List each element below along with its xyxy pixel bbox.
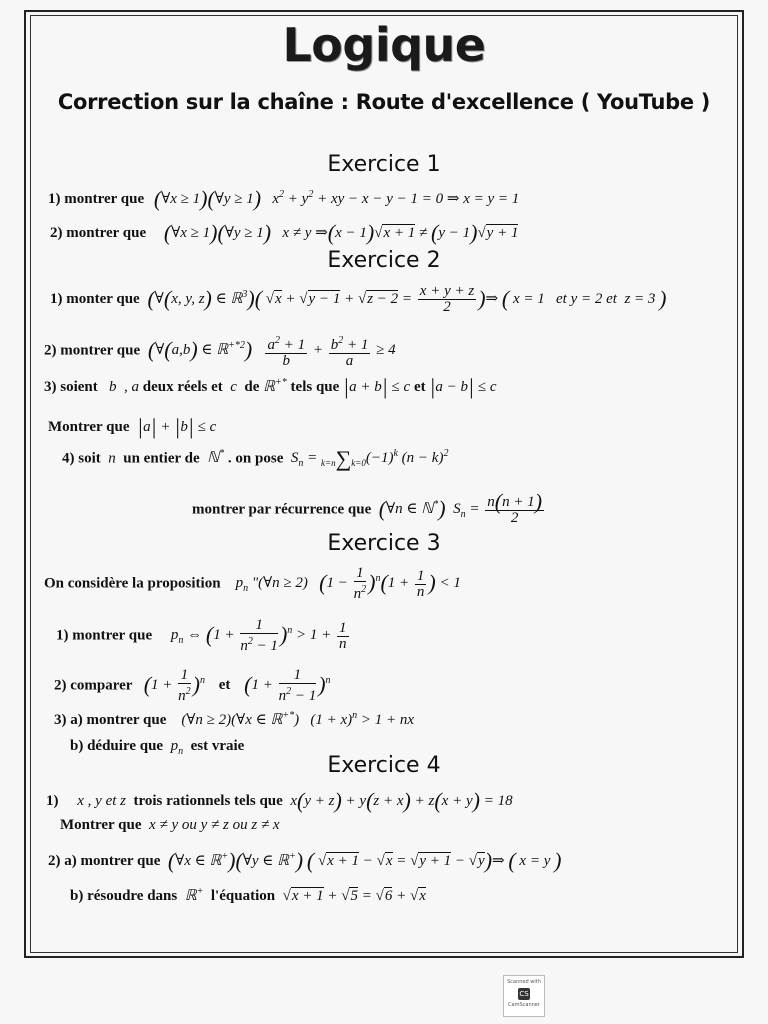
- exercise-2-heading: Exercice 2: [327, 248, 441, 273]
- exercise-1-heading: Exercice 1: [327, 152, 441, 177]
- ex2-q4-text-b: . on pose: [227, 450, 284, 467]
- ex3-q3a: 3) a) montrer que (∀n ≥ 2)(∀x ∈ ℝ+*) $(1 + x)^n > 1$ + nx: [54, 710, 415, 728]
- ex2-q4-text-a: un entier de: [123, 450, 200, 467]
- camscanner-logo-icon: CS: [519, 990, 529, 998]
- scanner-text-top: Scanned with: [507, 979, 541, 985]
- ex3-q2: 2) comparer (1 + $\frac{1}{n^2}$ )$^n$ et (1 + $\frac{1}{n^2 - 1}$ )$^n$: [54, 667, 331, 704]
- ex2-q3-text-c: tels que: [290, 379, 340, 395]
- ex4-q2b-label: b) résoudre dans: [70, 888, 178, 904]
- exercise-3-heading: Exercice 3: [327, 531, 441, 556]
- exercise-4-heading: Exercice 4: [327, 753, 441, 778]
- ex4-q1-show-label: Montrer que: [60, 817, 142, 833]
- ex3-q2-and: et: [218, 677, 231, 694]
- ex2-q4-show-label: montrer par récurrence que: [192, 501, 372, 518]
- ex1-q1-label: 1) montrer que: [48, 191, 145, 207]
- ex2-q3-label: 3) soient: [44, 379, 98, 395]
- ex3-q3b-label: b) déduire que: [70, 738, 164, 754]
- ex2-q3-text-d: et: [413, 379, 426, 395]
- ex2-q3-show-label: Montrer que: [48, 419, 130, 435]
- ex1-q2-label: 2) montrer que: [50, 225, 147, 241]
- ex2-q4-show: montrer par récurrence que (∀n ∈ ℕ*) $S_n$ = $\frac{n(n + 1)}{2}$: [192, 489, 543, 526]
- ex2-q2-label: 2) montrer que: [44, 342, 141, 359]
- ex4-q2b: b) résoudre dans ℝ+ l'équation √x + 1 + √5 = √6 + √x: [70, 886, 426, 904]
- ex4-q2a-label: 2) a) montrer que: [48, 853, 161, 869]
- ex3-q3b: b) déduire que $p_n$ est vraie: [70, 738, 245, 757]
- ex2-q3-show: Montrer que |a| + |b| ≤ c: [48, 414, 217, 439]
- ex2-q3-text-b: de: [244, 379, 260, 395]
- ex4-q1: 1) x , y et z trois rationnels tels que x(y + z) + y(z + x) + z(x + y) = 18: [46, 788, 513, 813]
- scanner-text-bottom: CamScanner: [508, 1002, 540, 1008]
- ex3-q1: 1) montrer que $p_n$ ⇔ (1 + $\frac{1}{n^2 - 1}$ )$^n$ > 1 + $\frac{1}{n}$: [56, 617, 347, 654]
- ex3-intro: On considère la proposition $p_n$ "(∀n ≥ 2) (1 − $\frac{1}{n^2}$ )$^n$(1 + $\frac{1}{n}$ ) < 1: [44, 565, 461, 602]
- ex1-q2: 2) montrer que (∀x ≥ 1)(∀y ≥ 1) x ≠ y ⇒(x − 1)√x + 1 ≠ (y − 1)√y + 1: [50, 220, 519, 245]
- camscanner-badge: [503, 975, 545, 1017]
- ex2-q4: 4) soit n un entier de ℕ* . on pose $S_n = k=n\sum k=0(-1)^k$ $(n - k)^2$: [62, 446, 449, 471]
- ex2-q3-text-a: deux réels et: [142, 379, 223, 395]
- ex4-q1-label: 1): [46, 793, 59, 809]
- ex4-q1-text: trois rationnels tels que: [133, 793, 283, 809]
- ex3-q3b-tail: est vraie: [190, 738, 245, 754]
- ex2-q1-label: 1) monter que: [50, 290, 140, 307]
- ex2-q3: 3) soient b , a deux réels et c de ℝ+* tels que |a + b| ≤ c et |a − b| ≤ c: [44, 374, 497, 399]
- ex3-q3a-label: 3) a) montrer que: [54, 712, 167, 728]
- ex3-q2-label: 2) comparer: [54, 677, 133, 694]
- ex3-q1-label: 1) montrer que: [56, 627, 153, 644]
- ex2-q4-label: 4) soit: [62, 450, 101, 467]
- ex4-q2a: 2) a) montrer que (∀x ∈ ℝ+)(∀y ∈ ℝ+) ( √x + 1 − √x = √y + 1 − √y)⇒ ( x = y ): [48, 848, 562, 873]
- ex2-q1: 1) monter que (∀(x, y, z) ∈ ℝ$^3$)( √x + √y − 1 + √z − 2 = $\frac{x + y + z}{2}$ )⇒ ( x = 1 et y = 2 et z = 3 ): [50, 283, 667, 315]
- ex2-q2: 2) montrer que (∀(a,b) ∈ ℝ$^{+*2}$) $\frac{a^2 + 1}{b}$ + $\frac{b^2 + 1}{a}$ ≥ 4: [44, 335, 396, 369]
- ex4-q1-show: Montrer que x ≠ y ou y ≠ z ou z ≠ x: [60, 817, 280, 833]
- ex4-q2b-text: l'équation: [210, 888, 276, 904]
- ex3-intro-label: On considère la proposition: [44, 575, 221, 592]
- ex1-q1: 1) montrer que (∀x ≥ 1)(∀y ≥ 1) $x^2 + y^2$ + xy − x − y − 1 = 0 ⇒ x = y = 1: [48, 186, 520, 211]
- page-title: Logique: [282, 18, 486, 72]
- page-subtitle: Correction sur la chaîne : Route d'excellence ( YouTube ): [57, 90, 711, 114]
